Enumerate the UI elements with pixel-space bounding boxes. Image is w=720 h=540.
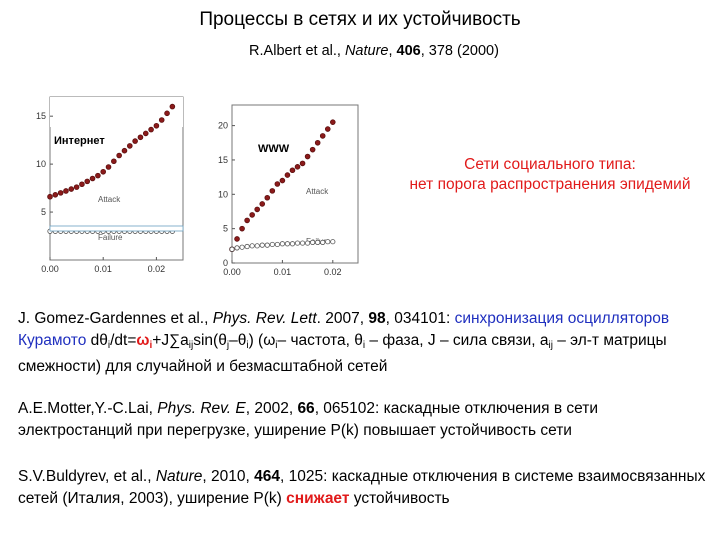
attack-point [275, 182, 280, 187]
x-tick-label: 0.02 [147, 264, 166, 274]
attack-point [310, 147, 315, 152]
attack-point [111, 159, 116, 164]
p1-sub: i [246, 339, 249, 351]
ref-authors: R.Albert et al., [249, 43, 345, 59]
failure-point [295, 241, 299, 245]
p3-tail: устойчивость [349, 489, 450, 507]
p1-journal: Phys. Rev. Lett [212, 310, 317, 327]
p1-sub: ij [188, 339, 194, 351]
failure-point [326, 240, 330, 244]
attack-point [58, 190, 63, 195]
social-line-2: нет порога распространения эпидемий [409, 176, 691, 193]
p1-sub: i [275, 339, 278, 351]
attack-point [48, 194, 53, 199]
attack-point [305, 154, 310, 159]
attack-point [69, 187, 74, 192]
attack-point [90, 176, 95, 181]
p1-omega: ω [136, 331, 150, 349]
failure-point [265, 243, 269, 247]
p1-sub: ij [548, 339, 553, 351]
attack-point [280, 178, 285, 183]
attack-point [101, 169, 106, 174]
p1-eq: – частота, θ [277, 331, 363, 349]
p1-sub: i [362, 339, 366, 351]
p1-tail: – эл-т матрицы смежности) для случайной и безмасштабной сетей [18, 331, 667, 375]
attack-point [285, 173, 290, 178]
attack-point [320, 134, 325, 139]
attack-point [300, 161, 305, 166]
failure-point [235, 246, 239, 250]
p1-eq: +J∑a [152, 331, 189, 349]
social-line-1: Сети социального типа: [464, 156, 636, 173]
page-title: Процессы в сетях и их устойчивость [199, 9, 521, 30]
p2-text: , 065102: каскадные отключения в сети электростанций при перегрузке, уширение P(k) повышает устойчивость сети [18, 400, 598, 439]
attack-label: Attack [306, 187, 329, 196]
attack-point [74, 185, 79, 190]
failure-point [300, 241, 304, 245]
p3-journal: Nature [155, 468, 203, 485]
y-tick-label: 15 [217, 154, 228, 165]
attack-point [80, 182, 85, 187]
y-tick-label: 10 [35, 159, 46, 170]
paragraph-buldyrev [18, 466, 708, 509]
failure-point [245, 244, 249, 248]
internet-label: Интернет [54, 135, 105, 147]
p2-authors: A.E.Motter,Y.-C.Lai, [18, 400, 158, 417]
p1-eq: dθ [86, 331, 108, 349]
attack-point [138, 135, 143, 140]
paragraph-motter [18, 398, 708, 441]
attack-point [240, 226, 245, 231]
p3-year: , 2010, [202, 468, 255, 485]
plot-frame [232, 105, 358, 263]
ref-journal: Nature [344, 43, 389, 59]
x-tick-label: 0.01 [273, 267, 292, 277]
paragraph-gomez [18, 308, 708, 378]
failure-point [290, 242, 294, 246]
p2-journal: Phys. Rev. E [157, 400, 246, 417]
failure-point [280, 242, 284, 246]
failure-point [315, 240, 319, 244]
failure-point [255, 244, 259, 248]
attack-point [270, 188, 275, 193]
y-tick-label: 15 [35, 111, 46, 122]
ref-sep: , [388, 43, 397, 59]
p1-volume: 98 [368, 310, 386, 327]
attack-point [117, 153, 122, 158]
attack-point [85, 179, 90, 184]
failure-point [230, 247, 234, 251]
failure-point [260, 243, 264, 247]
attack-point [165, 111, 170, 116]
p1-sub: i [149, 339, 153, 351]
failure-point [331, 240, 335, 244]
attack-point [290, 168, 295, 173]
www-figure [208, 100, 368, 280]
p3-volume: 464 [254, 468, 280, 485]
p3-text: , 1025: каскадные отключения в системе взаимосвязанных сетей (Италия, 2003), уширение P(k) [18, 468, 706, 507]
www-chart [208, 100, 368, 280]
p1-sub: j [226, 339, 230, 351]
p1-eq: /dt= [110, 331, 137, 349]
www-label: WWW [258, 143, 290, 155]
p1-sub: i [107, 339, 111, 351]
failure-point [240, 245, 244, 249]
attack-point [159, 118, 164, 123]
attack-point [255, 207, 260, 212]
p1-eq: –θ [229, 331, 247, 349]
attack-point [330, 120, 335, 125]
attack-point [260, 202, 265, 207]
attack-point [149, 127, 154, 132]
x-tick-label: 0.02 [324, 267, 342, 277]
p1-year: . 2007, [316, 310, 369, 327]
p2-volume: 66 [297, 400, 315, 417]
failure-point [275, 242, 279, 246]
p1-highlight: синхронизация осцилляторов Курамото [18, 310, 670, 349]
failure-label: Failure [98, 233, 123, 242]
internet-figure [28, 92, 188, 277]
failure-point [321, 240, 325, 244]
failure-point [250, 244, 254, 248]
attack-point [265, 195, 270, 200]
reference-citation [14, 43, 720, 59]
p1-eq: sin(θ [193, 331, 227, 349]
attack-point [315, 140, 320, 145]
attack-point [133, 139, 138, 144]
ref-rest: , 378 (2000) [420, 43, 499, 59]
y-tick-label: 20 [217, 120, 228, 131]
attack-point [106, 165, 111, 170]
social-networks-note [380, 155, 720, 195]
p2-year: , 2002, [245, 400, 298, 417]
p1-pages: , 034101: [385, 310, 455, 327]
y-tick-label: 5 [40, 207, 46, 218]
y-tick-label: 10 [217, 189, 228, 200]
p3-emphasis: снижает [286, 489, 350, 507]
attack-point [325, 127, 330, 132]
failure-band [50, 226, 183, 231]
x-tick-label: 0.01 [94, 264, 112, 274]
p3-authors: S.V.Buldyrev, et al., [18, 468, 156, 485]
failure-point [270, 242, 274, 246]
attack-point [95, 173, 100, 178]
attack-point [245, 218, 250, 223]
attack-point [295, 164, 300, 169]
failure-point [285, 242, 289, 246]
attack-point [64, 189, 69, 194]
y-tick-label: 5 [222, 223, 228, 234]
x-tick-label: 0.00 [41, 264, 59, 274]
attack-point [53, 192, 58, 197]
attack-point [122, 148, 127, 153]
y-tick-label: 0 [222, 258, 228, 268]
p1-eq: – фаза, J – сила связи, a [365, 331, 549, 349]
attack-point [250, 213, 255, 218]
ref-volume: 406 [396, 43, 421, 59]
attack-point [143, 131, 148, 136]
p1-eq: ) (ω [248, 331, 276, 349]
attack-point [127, 144, 132, 149]
attack-point [235, 237, 240, 242]
p1-authors: J. Gomez-Gardennes et al., [18, 310, 213, 327]
failure-point [310, 240, 314, 244]
internet-chart [28, 92, 188, 277]
attack-label: Attack [98, 195, 121, 204]
x-tick-label: 0.00 [223, 267, 241, 277]
attack-point [154, 123, 159, 128]
attack-point [170, 104, 175, 109]
failure-point [305, 241, 309, 245]
